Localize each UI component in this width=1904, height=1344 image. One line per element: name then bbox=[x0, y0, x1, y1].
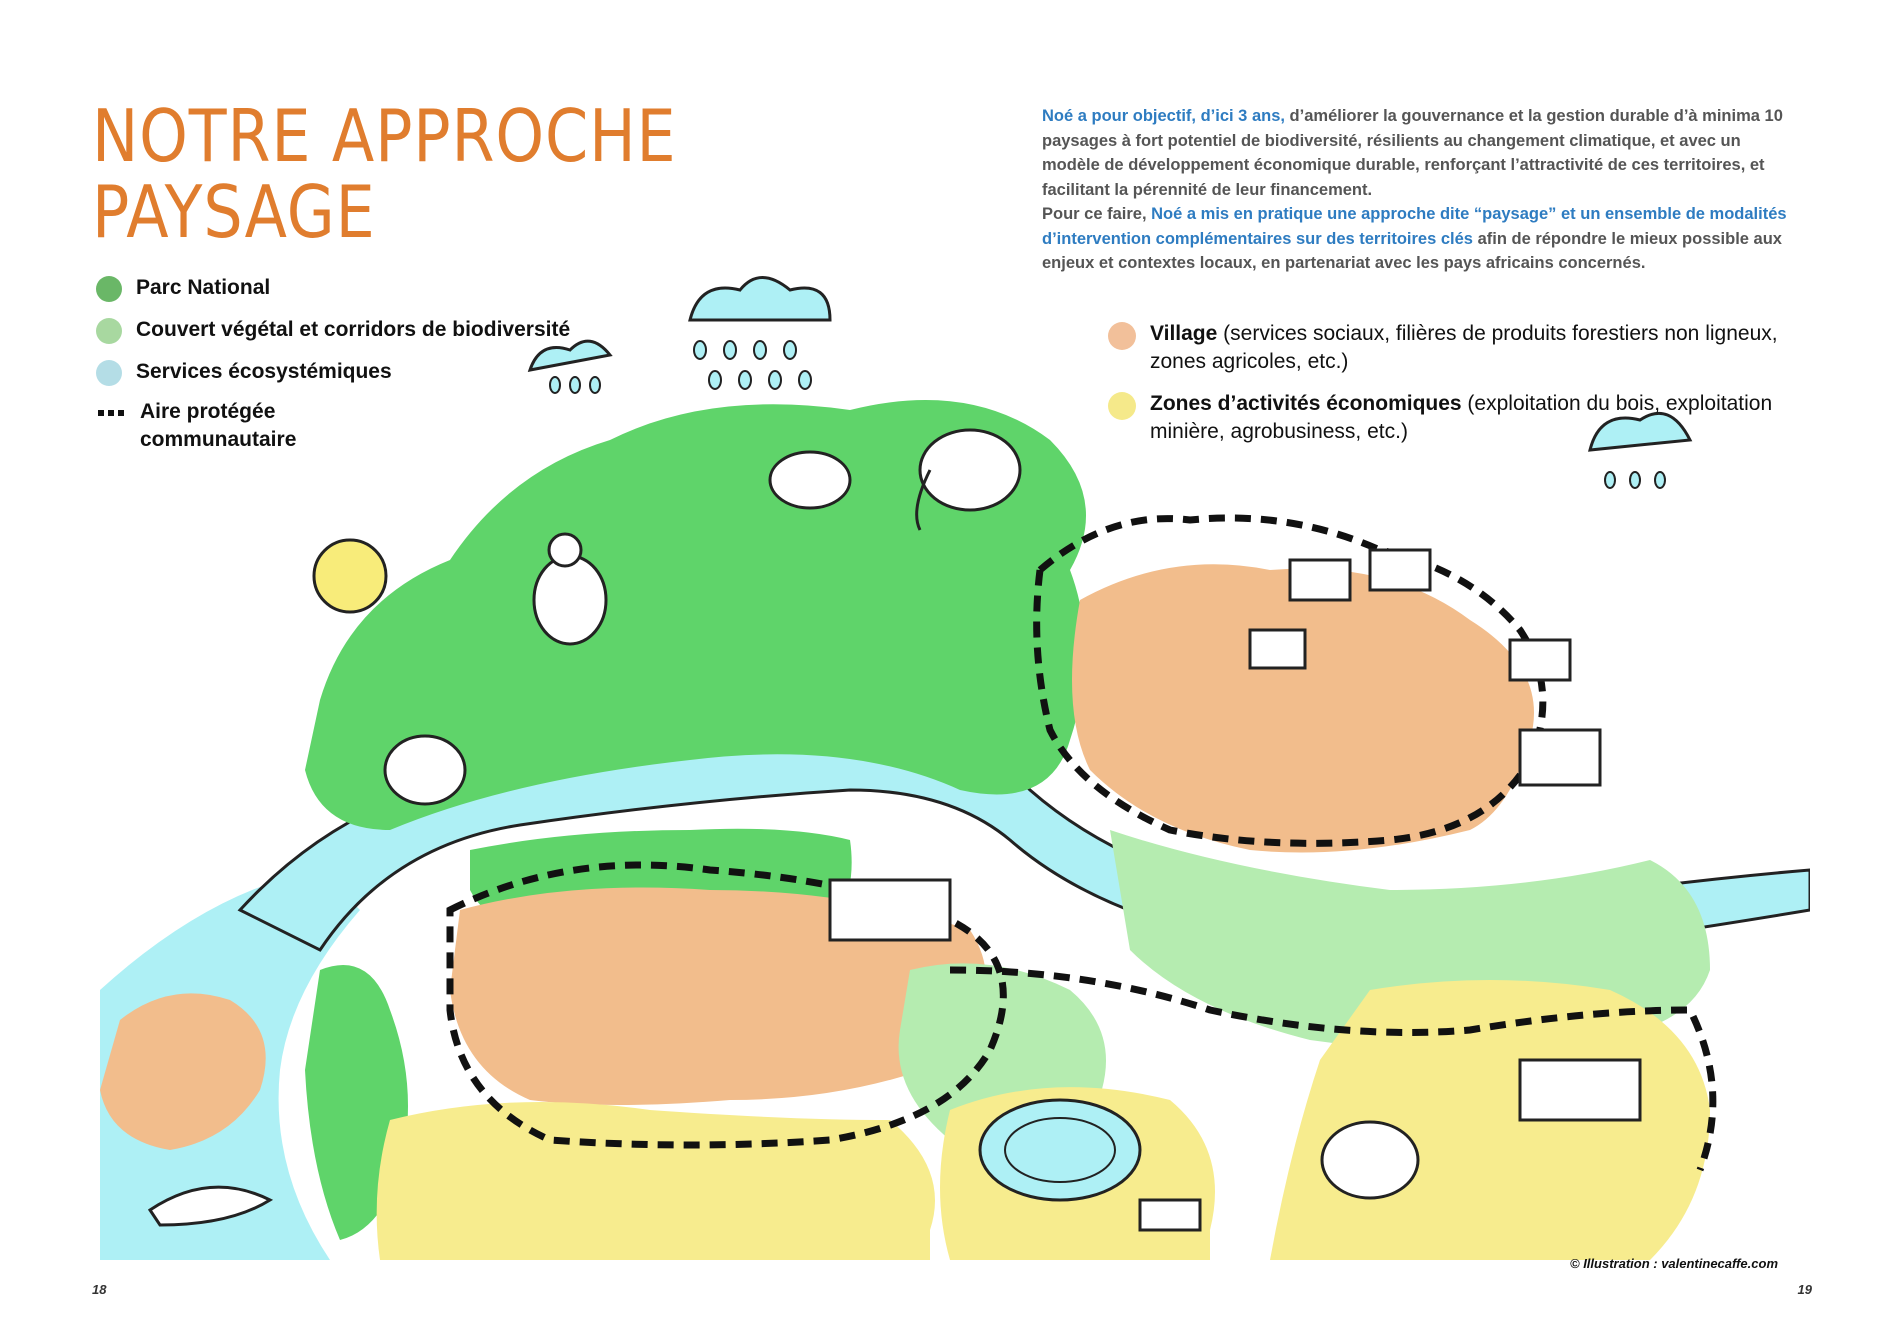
intro-text-1: d’améliorer la gouvernance et la gestion durable d’à minima 10 paysages à fort potentiel de biodiversité, résilients au changement climatique, et avec un modèle de développement économique durable, renforçant l’attractivité de ces territoires, et facilitant la pérennité de leur financement. bbox=[1042, 107, 1783, 199]
legend-dot-icon bbox=[1108, 392, 1136, 420]
intro-highlight-1: Noé a pour objectif, d’ici 3 ans, bbox=[1042, 107, 1285, 125]
legend-right bbox=[1108, 320, 1798, 460]
dashed-line-icon bbox=[98, 410, 124, 416]
legend-dot-icon bbox=[96, 276, 122, 302]
page-number-right: 19 bbox=[1797, 1282, 1812, 1297]
legend-label: Parc National bbox=[136, 276, 271, 299]
sun-icon bbox=[314, 540, 386, 612]
legend-bold-label: Zones d’activités économiques bbox=[1150, 392, 1462, 415]
village-zone-right bbox=[1072, 564, 1534, 852]
legend-item-zones-economiques bbox=[1108, 390, 1798, 446]
mining-truck-icon bbox=[1140, 1200, 1200, 1230]
legend-dot-icon bbox=[1108, 322, 1136, 350]
title-line-1: NOTRE APPROCHE bbox=[92, 94, 677, 178]
cloud-rain-icon bbox=[690, 278, 830, 390]
intro-text-2-end: afin de répondre le mieux possible aux enjeux et contextes locaux, en partenariat avec les pays africains concernés. bbox=[1042, 229, 1782, 272]
legend-item-couvert-vegetal bbox=[96, 314, 656, 344]
legend-item-village bbox=[1108, 320, 1798, 376]
legend-description: (exploitation du bois, exploitation minière, agrobusiness, etc.) bbox=[1150, 392, 1773, 443]
legend-item-aire-protegee bbox=[96, 398, 656, 456]
legend-dot-icon bbox=[96, 360, 122, 386]
legend-item-services-ecosystemiques bbox=[96, 356, 656, 386]
page-number-left: 18 bbox=[92, 1282, 107, 1297]
legend-bold-label: Village bbox=[1150, 322, 1218, 345]
economic-zone-bottom bbox=[377, 1102, 935, 1260]
title-line-2: PAYSAGE bbox=[92, 170, 376, 254]
legend-left bbox=[96, 272, 656, 468]
legend-dot-icon bbox=[96, 318, 122, 344]
intro-paragraph bbox=[1042, 104, 1792, 276]
sawmill-building bbox=[1520, 1060, 1640, 1120]
intro-text-2-start: Pour ce faire, bbox=[1042, 205, 1152, 223]
lion-icon bbox=[1322, 1122, 1418, 1198]
illustration-credit: © Illustration : valentinecaffe.com bbox=[1570, 1256, 1778, 1271]
intro-highlight-2: Noé a mis en pratique une approche dite “paysage” et un ensemble de modalités d’intervention complémentaires sur des territoires clés bbox=[1042, 205, 1787, 248]
legend-item-parc-national bbox=[96, 272, 656, 302]
legend-label: Couvert végétal et corridors de biodiversité bbox=[136, 318, 571, 341]
zebra-icon bbox=[770, 452, 850, 508]
legend-label: Services écosystémiques bbox=[136, 360, 392, 383]
page-title bbox=[92, 94, 677, 254]
legend-description: (services sociaux, filières de produits forestiers non ligneux, zones agricoles, etc.) bbox=[1150, 322, 1778, 373]
school-building bbox=[830, 880, 950, 940]
legend-label: Aire protégée communautaire bbox=[140, 400, 297, 451]
leopard-icon bbox=[385, 736, 465, 804]
